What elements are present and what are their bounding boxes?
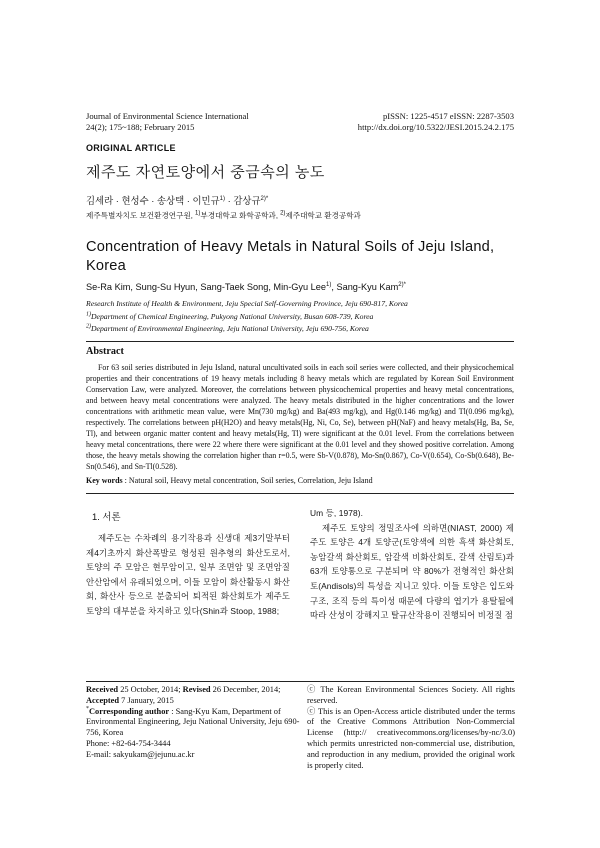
- accepted-label: Accepted: [86, 695, 120, 705]
- copyright-notice: ⓒ The Korean Environmental Sciences Society. All rights reserved.: [307, 685, 515, 705]
- affiliation-2-sup: 2): [86, 323, 91, 330]
- journal-issn: pISSN: 1225-4517 eISSN: 2287-3503: [382, 111, 514, 121]
- korean-author-sup: 1): [219, 195, 226, 202]
- footer-license: [307, 685, 515, 771]
- affiliation-1: [86, 311, 526, 324]
- section-heading-introduction: 1. 서론: [92, 511, 121, 522]
- english-authors: [86, 282, 406, 292]
- korean-corresponding-sup: 2)*: [260, 195, 269, 202]
- license-notice: ⓒ This is an Open-Access article distributed under the terms of the Creative Commons Attribution Non-Commercial License (http:// creativecommons.org/licenses/by-nc/3.0) which permits unrestricted non-commercial use, distribution, and reproduction in any medium, provided the original work is properly cited.: [307, 706, 515, 770]
- keywords: [86, 476, 514, 485]
- korean-authors: [86, 193, 268, 207]
- korean-affil-1: 부경대학교 화학공학과,: [200, 211, 281, 220]
- english-title: [86, 238, 516, 276]
- abstract-top-rule: [86, 341, 514, 342]
- corresponding-label: Corresponding author: [89, 706, 170, 716]
- korean-affil-sup2: 2): [280, 210, 286, 217]
- english-author-last: , Sang-Kyu Kam: [331, 282, 399, 292]
- affiliation-2: [86, 323, 526, 336]
- abstract-heading: Abstract: [86, 346, 124, 357]
- keywords-text: : Natural soil, Heavy metal concentration, Soil series, Correlation, Jeju Island: [122, 476, 373, 485]
- journal-name: Journal of Environmental Science International: [86, 111, 249, 121]
- korean-title: 제주도 자연토양에서 중금속의 농도: [86, 164, 325, 181]
- received-date: 25 October, 2014;: [118, 685, 183, 694]
- english-title-line2: Korea: [86, 258, 126, 274]
- accepted-date: 7 January, 2015: [119, 695, 174, 705]
- korean-affiliations: [86, 210, 361, 221]
- corresponding-author: [86, 707, 300, 739]
- korean-author-names: 김세라 · 현성수 · 송상택 · 이민규: [86, 195, 220, 206]
- korean-affil-2: 제주대학교 환경공학과: [285, 211, 361, 220]
- keywords-bottom-rule: [86, 493, 514, 494]
- korean-affil-main: 제주특별자치도 보건환경연구원,: [86, 211, 196, 220]
- author-phone: Phone: +82-64-754-3444: [86, 738, 171, 748]
- affiliation-2-text: Department of Environmental Engineering, Jeju National University, Jeju 690-756, Korea: [91, 324, 369, 334]
- affiliation-1-sup: 1): [86, 311, 91, 318]
- abstract-text: For 63 soil series distributed in Jeju Island, natural uncultivated soils in each soil series were collected, and their physicochemical properties and their concentrations of 19 heavy metals including 8 heavy metals which are regulated by Korean Soil Environment Conservation Law, were analyzed. Moreover, the correlations between physicochemical properties and heavy metal concentrations, and between heavy metal concentrations were analyzed. The heavy metals distributed in the higher concentrations and the lower concentrations with arithmetic mean value, were Mn(730 mg/kg) and Ba(493 mg/kg), and Hg(0.146 mg/kg) and Tl(0.096 mg/kg), respectively. The correlations between pH(H2O) and heavy metals(Hg, Ni, Co, Se), between pH(NaF) and heavy metals(Hg, Ba, Se, Tl), and between organic matter content and heavy metals(Hg, Tl) were significant at the 0.01 level. From the correlations between heavy metal concentrations, there were 22 where there were significant at the 0.01 level and they showed positive correlation. Among those, the heavy metals showing the correlation higher than r=0.5, were Sb-V(0.878), Mo-Sn(0.867), Co-V(0.654), Co-Sb(0.648), Be-Sn(0.546), and Sn-Tl(0.528).: [86, 363, 514, 471]
- english-title-line1: Concentration of Heavy Metals in Natural Soils of Jeju Island,: [86, 239, 495, 255]
- body-right-column: [310, 506, 514, 623]
- article-dates-2: [86, 696, 300, 707]
- journal-volume: 24(2); 175~188; February 2015: [86, 122, 195, 132]
- english-affiliations: [86, 298, 526, 336]
- journal-doi[interactable]: http://dx.doi.org/10.5322/JESI.2015.24.2.175: [357, 122, 514, 132]
- intro-paragraph-1-continued: Um 등, 1978).: [310, 508, 364, 518]
- journal-info: [86, 111, 249, 133]
- author-email[interactable]: E-mail: sakyukam@jejunu.ac.kr: [86, 749, 195, 759]
- intro-paragraph-2: 제주도 토양의 정밀조사에 의하면(NIAST, 2000) 제주도 토양은 4개 토양군(토양색에 의한 흑색 화산회토, 농암갈색 화산회토, 암갈색 비화산회토, 갈색 산림토)과 63개 토양통으로 구분되며 약 80%가 전형적인 화산회토(Andisols)의 특성을 지니고 있다. 이들 토양은 입도와 구조, 조직 등의 특이성 때문에 다량의 엽기가 용탈될에 따라 산성이 강해지고 탈규산작용이 진행되어 비정질 점: [310, 522, 514, 621]
- corresponding-sup: *: [86, 705, 89, 712]
- body-left-column: [86, 531, 290, 619]
- english-corresponding-sup: 2)*: [398, 281, 406, 288]
- english-author-names: Se-Ra Kim, Sung-Su Hyun, Sang-Taek Song, Min-Gyu Lee: [86, 282, 327, 292]
- footer-rule: [86, 681, 514, 682]
- english-author-sup: 1): [326, 281, 332, 288]
- footer-article-info: [86, 685, 300, 761]
- affiliation-1-text: Department of Chemical Engineering, Pukyong National University, Busan 608-739, Korea: [91, 311, 374, 321]
- keywords-label: Key words: [86, 476, 123, 485]
- revised-date: 26 December, 2014;: [210, 685, 281, 694]
- korean-author-last: · 감상규: [225, 195, 261, 206]
- received-label: Received: [86, 685, 119, 694]
- article-type-label: ORIGINAL ARTICLE: [86, 143, 176, 153]
- intro-paragraph-1: 제주도는 수차례의 용기작용과 신생대 제3기말부터 제4기초까지 화산폭발로 형성된 원추형의 화산도로서, 토양의 주 모암은 현무암이고, 일부 조면암 및 조면암질 안산암에서 유래되었으며, 이들 모암이 화산활동시 화산회, 화산사 등으로 분출되어 퇴적된 화산회토가 제주도 토양의 대부분을 차지하고 있다(Shin과 Stoop, 1988;: [86, 533, 290, 616]
- journal-header: [86, 111, 514, 133]
- korean-affil-sup1: 1): [195, 210, 201, 217]
- article-dates-1: [86, 685, 300, 696]
- affiliation-main: Research Institute of Health & Environment, Jeju Special Self-Governing Province, Jeju 690-817, Korea: [86, 299, 408, 308]
- journal-identifiers: [358, 111, 514, 133]
- revised-label: Revised: [182, 685, 211, 694]
- corresponding-text: : Sang-Kyu Kam, Department of Environmental Engineering, Jeju National University, Jeju 690-756, Korea: [86, 706, 300, 738]
